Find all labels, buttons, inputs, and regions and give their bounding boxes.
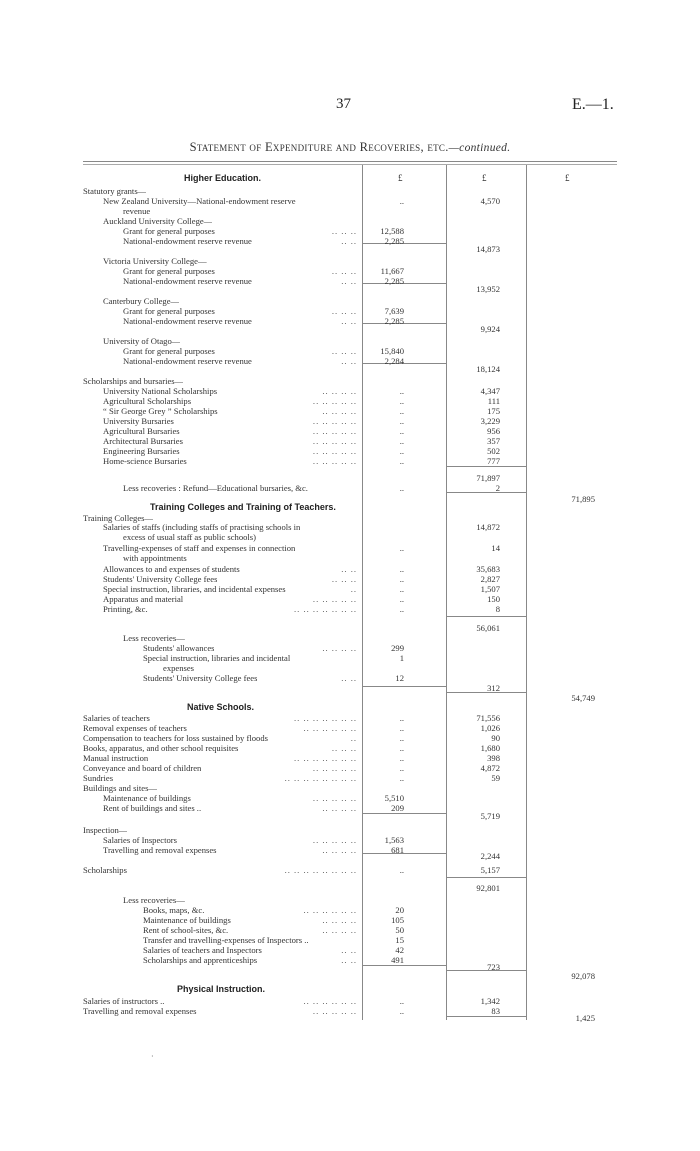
row-label: University Bursaries — [103, 416, 174, 426]
table-row — [0, 532, 700, 543]
amount-c2: 1,680 — [480, 743, 500, 753]
row-label: Less recoveries— — [123, 633, 185, 643]
subtotal-value: 56,061 — [476, 623, 500, 633]
subtotal-value: 71,895 — [571, 494, 595, 504]
amount-c2: 956 — [487, 426, 500, 436]
statement-title-suffix: —continued. — [448, 142, 511, 154]
row-label: Compensation to teachers for loss sustained by floods — [83, 733, 268, 743]
row-label: Engineering Bursaries — [103, 446, 180, 456]
section-heading-physical-instruction: Physical Instruction. — [177, 984, 266, 994]
subtotal-value: 312 — [487, 683, 500, 693]
amount-c1: .. — [399, 446, 404, 456]
leader-dots: .. .. .. .. .. .. .. .. — [284, 773, 357, 783]
subtotal-value: 92,801 — [476, 883, 500, 893]
table-row — [0, 673, 700, 684]
leader-dots: .. .. — [341, 276, 357, 286]
subtotal-value: 13,952 — [476, 284, 500, 294]
leader-dots: .. — [350, 584, 357, 594]
row-label: Students' allowances — [143, 643, 215, 653]
leader-dots: .. .. .. — [331, 226, 357, 236]
row-label: Agricultural Scholarships — [103, 396, 192, 406]
row-label: New Zealand University—National-endowment reserve — [103, 196, 296, 206]
row-label: Scholarships and apprenticeships — [143, 955, 258, 965]
amount-c2: 1,026 — [480, 723, 500, 733]
row-label: Special instruction, libraries and incidental — [143, 653, 291, 663]
row-label: expenses — [163, 663, 195, 673]
amount-c1: 5,510 — [384, 793, 404, 803]
amount-c2: 14,872 — [476, 522, 500, 532]
leader-dots: .. .. .. .. .. — [312, 416, 357, 426]
row-label: Home-science Bursaries — [103, 456, 187, 466]
leader-dots: .. .. .. — [331, 574, 357, 584]
subtotal-value: 14,873 — [476, 244, 500, 254]
amount-c1: 2,284 — [384, 356, 404, 366]
leader-dots: .. .. .. .. .. — [312, 1006, 357, 1016]
amount-c2: 502 — [487, 446, 500, 456]
amount-c1: .. — [399, 456, 404, 466]
amount-c2: 357 — [487, 436, 500, 446]
leader-dots: .. .. .. .. .. .. .. — [294, 713, 357, 723]
amount-c2: 59 — [491, 773, 500, 783]
row-label: Inspection— — [83, 825, 128, 835]
amount-c1: .. — [399, 574, 404, 584]
leader-dots: .. .. .. .. .. — [312, 436, 357, 446]
column-3-pound: £ — [565, 173, 570, 183]
leader-dots: .. .. .. .. — [322, 803, 357, 813]
amount-c1: .. — [399, 1006, 404, 1016]
leader-dots: .. .. — [341, 945, 357, 955]
row-label: Grant for general purposes — [123, 306, 215, 316]
amount-c2: 2 — [495, 483, 500, 493]
amount-c2: 71,556 — [476, 713, 500, 723]
amount-c1: 1,563 — [384, 835, 404, 845]
row-label: Salaries of teachers — [83, 713, 150, 723]
subtotal-value: 5,719 — [480, 811, 500, 821]
leader-dots: .. .. .. .. — [322, 925, 357, 935]
row-label: Less recoveries : Refund—Educational bursaries, &c. — [123, 483, 308, 493]
section-heading-native-schools: Native Schools. — [187, 702, 255, 712]
row-label: Grant for general purposes — [123, 346, 215, 356]
table-row — [0, 316, 700, 327]
amount-c2: 1,507 — [480, 584, 500, 594]
amount-c1: 12 — [395, 673, 404, 683]
amount-c2: 90 — [491, 733, 500, 743]
column-2-pound: £ — [482, 173, 487, 183]
row-label: Students' University College fees — [143, 673, 258, 683]
table-row — [0, 604, 700, 615]
subtotal-value: 2,244 — [480, 851, 500, 861]
amount-c1: .. — [399, 743, 404, 753]
amount-c1: 2,285 — [384, 236, 404, 246]
leader-dots: .. .. .. .. — [322, 386, 357, 396]
leader-dots: .. .. .. .. .. .. — [303, 905, 357, 915]
amount-c1: 50 — [395, 925, 404, 935]
row-label: Transfer and travelling-expenses of Inspectors .. — [143, 935, 309, 945]
document-code: E.—1. — [572, 96, 614, 113]
table-row — [0, 483, 700, 494]
row-label: Less recoveries— — [123, 895, 185, 905]
row-label: Grant for general purposes — [123, 226, 215, 236]
amount-c1: 11,667 — [380, 266, 404, 276]
amount-c1: .. — [399, 386, 404, 396]
section-heading-higher-education: Higher Education. — [184, 173, 262, 183]
amount-c1: .. — [399, 865, 404, 875]
table-row — [0, 356, 700, 367]
amount-c1: .. — [399, 196, 404, 206]
row-label: Maintenance of buildings — [103, 793, 191, 803]
amount-c1: 15 — [395, 935, 404, 945]
subtotal-value: 18,124 — [476, 364, 500, 374]
subtotal-value: 1,425 — [575, 1013, 595, 1023]
amount-c1: .. — [399, 483, 404, 493]
leader-dots: .. .. .. .. .. — [312, 763, 357, 773]
table-row — [0, 553, 700, 564]
subtotal-rule — [446, 877, 526, 878]
leader-dots: .. .. — [341, 236, 357, 246]
row-label: Canterbury College— — [103, 296, 180, 306]
page-number: 37 — [336, 96, 351, 112]
amount-c2: 8 — [495, 604, 500, 614]
row-label: Statutory grants— — [83, 186, 147, 196]
subtotal-value: 92,078 — [571, 971, 595, 981]
amount-c1: .. — [399, 584, 404, 594]
row-label: Books, maps, &c. — [143, 905, 205, 915]
table-row — [0, 803, 700, 814]
row-label: Salaries of teachers and Inspectors — [143, 945, 262, 955]
row-label: Travelling-expenses of staff and expenses in connection — [103, 543, 296, 553]
row-label: Salaries of instructors .. — [83, 996, 165, 1006]
amount-c2: 4,570 — [480, 196, 500, 206]
row-label: revenue — [123, 206, 151, 216]
row-label: Scholarships and bursaries— — [83, 376, 184, 386]
row-label: National-endowment reserve revenue — [123, 316, 252, 326]
subtotal-value: 71,897 — [476, 473, 500, 483]
row-label: Sundries — [83, 773, 114, 783]
amount-c1: 209 — [391, 803, 404, 813]
amount-c1: 2,285 — [384, 316, 404, 326]
amount-c2: 111 — [487, 396, 500, 406]
table-row — [0, 865, 700, 876]
amount-c2: 4,872 — [480, 763, 500, 773]
amount-c1: .. — [399, 753, 404, 763]
amount-c2: 4,347 — [480, 386, 500, 396]
amount-c1: .. — [399, 723, 404, 733]
row-label: Books, apparatus, and other school requisites — [83, 743, 239, 753]
ink-speck: · — [151, 1052, 154, 1061]
amount-c2: 175 — [487, 406, 500, 416]
row-label: Rent of buildings and sites .. — [103, 803, 202, 813]
leader-dots: .. .. .. — [331, 306, 357, 316]
row-label: Removal expenses of teachers — [83, 723, 187, 733]
leader-dots: .. .. .. .. .. .. .. — [294, 753, 357, 763]
subtotal-value: 9,924 — [480, 324, 500, 334]
leader-dots: .. .. — [341, 564, 357, 574]
row-label: Manual instruction — [83, 753, 149, 763]
row-label: University National Scholarships — [103, 386, 218, 396]
leader-dots: .. .. .. — [331, 346, 357, 356]
leader-dots: .. .. .. .. .. .. .. — [294, 604, 357, 614]
row-label: Special instruction, libraries, and incidental expenses — [103, 584, 286, 594]
leader-dots: .. .. .. .. .. — [312, 594, 357, 604]
subtotal-value: 723 — [487, 962, 500, 972]
leader-dots: .. .. .. .. .. — [312, 793, 357, 803]
leader-dots: .. .. — [341, 356, 357, 366]
row-label: Rent of school-sites, &c. — [143, 925, 229, 935]
leader-dots: .. — [350, 733, 357, 743]
leader-dots: .. .. — [341, 316, 357, 326]
amount-c1: .. — [399, 594, 404, 604]
row-label: with appointments — [123, 553, 187, 563]
row-label: Printing, &c. — [103, 604, 148, 614]
row-label: Victoria University College— — [103, 256, 207, 266]
leader-dots: .. .. .. .. — [322, 406, 357, 416]
amount-c1: .. — [399, 773, 404, 783]
amount-c2: 14 — [491, 543, 500, 553]
row-label: National-endowment reserve revenue — [123, 356, 252, 366]
row-label: Maintenance of buildings — [143, 915, 231, 925]
row-label: Auckland University College— — [103, 216, 213, 226]
leader-dots: .. .. — [341, 673, 357, 683]
amount-c1: .. — [399, 416, 404, 426]
row-label: Apparatus and material — [103, 594, 184, 604]
amount-c1: .. — [399, 996, 404, 1006]
amount-c2: 3,229 — [480, 416, 500, 426]
row-label: Travelling and removal expenses — [103, 845, 217, 855]
table-row — [0, 236, 700, 247]
leader-dots: .. .. .. .. — [322, 845, 357, 855]
leader-dots: .. .. .. .. .. .. — [303, 723, 357, 733]
amount-c1: .. — [399, 543, 404, 553]
amount-c1: 20 — [395, 905, 404, 915]
row-label: Students' University College fees — [103, 574, 218, 584]
leader-dots: .. .. — [341, 955, 357, 965]
row-label: National-endowment reserve revenue — [123, 236, 252, 246]
row-label: University of Otago— — [103, 336, 181, 346]
leader-dots: .. .. .. .. .. — [312, 396, 357, 406]
row-label: Grant for general purposes — [123, 266, 215, 276]
subtotal-rule — [362, 686, 446, 687]
leader-dots: .. .. .. .. .. — [312, 426, 357, 436]
column-1-pound: £ — [398, 173, 403, 183]
leader-dots: .. .. .. .. .. .. — [303, 996, 357, 1006]
amount-c1: 681 — [391, 845, 404, 855]
table-top-rule-2 — [83, 164, 617, 165]
leader-dots: .. .. .. — [331, 266, 357, 276]
amount-c2: 35,683 — [476, 564, 500, 574]
amount-c1: .. — [399, 396, 404, 406]
amount-c1: 12,588 — [380, 226, 404, 236]
table-row — [0, 456, 700, 467]
leader-dots: .. .. .. .. .. — [312, 446, 357, 456]
subtotal-rule — [446, 616, 526, 617]
amount-c2: 398 — [487, 753, 500, 763]
row-label: Training Colleges— — [83, 513, 154, 523]
amount-c1: .. — [399, 713, 404, 723]
leader-dots: .. .. .. .. .. — [312, 835, 357, 845]
row-label: Conveyance and board of children — [83, 763, 202, 773]
row-label: Agricultural Bursaries — [103, 426, 180, 436]
table-row — [0, 845, 700, 856]
amount-c1: 491 — [391, 955, 404, 965]
row-label: Salaries of Inspectors — [103, 835, 177, 845]
amount-c2: 777 — [487, 456, 500, 466]
row-label: National-endowment reserve revenue — [123, 276, 252, 286]
amount-c1: .. — [399, 436, 404, 446]
leader-dots: .. .. .. .. .. .. .. .. — [284, 865, 357, 875]
amount-c1: .. — [399, 426, 404, 436]
amount-c1: 1 — [399, 653, 404, 663]
statement-title — [0, 140, 700, 155]
amount-c2: 5,157 — [480, 865, 500, 875]
amount-c2: 2,827 — [480, 574, 500, 584]
row-label: Salaries of staffs (including staffs of practising schools in — [103, 522, 301, 532]
amount-c1: 105 — [391, 915, 404, 925]
amount-c1: 15,840 — [380, 346, 404, 356]
leader-dots: .. .. .. .. — [322, 915, 357, 925]
amount-c1: .. — [399, 763, 404, 773]
section-heading-training-colleges: Training Colleges and Training of Teachers. — [150, 502, 336, 512]
amount-c1: .. — [399, 564, 404, 574]
amount-c2: 83 — [491, 1006, 500, 1016]
leader-dots: .. .. .. .. — [322, 643, 357, 653]
table-top-rule — [83, 161, 617, 162]
amount-c1: 2,285 — [384, 276, 404, 286]
row-label: “ Sir George Grey ” Scholarships — [103, 406, 218, 416]
row-label: Architectural Bursaries — [103, 436, 183, 446]
amount-c1: .. — [399, 733, 404, 743]
amount-c1: 7,639 — [384, 306, 404, 316]
table-row — [0, 276, 700, 287]
leader-dots: .. .. .. .. .. — [312, 456, 357, 466]
row-label: Scholarships — [83, 865, 127, 875]
amount-c1: 42 — [395, 945, 404, 955]
row-label: excess of usual staff as public schools) — [123, 532, 257, 542]
table-row — [0, 955, 700, 966]
leader-dots: .. .. .. — [331, 743, 357, 753]
amount-c2: 1,342 — [480, 996, 500, 1006]
amount-c2: 150 — [487, 594, 500, 604]
amount-c1: 299 — [391, 643, 404, 653]
table-row — [0, 1006, 700, 1017]
amount-c1: .. — [399, 406, 404, 416]
amount-c1: .. — [399, 604, 404, 614]
row-label: Allowances to and expenses of students — [103, 564, 240, 574]
subtotal-value: 54,749 — [571, 693, 595, 703]
statement-title-main: Statement of Expenditure and Recoveries, etc. — [189, 140, 449, 154]
row-label: Travelling and removal expenses — [83, 1006, 197, 1016]
row-label: Buildings and sites— — [83, 783, 158, 793]
